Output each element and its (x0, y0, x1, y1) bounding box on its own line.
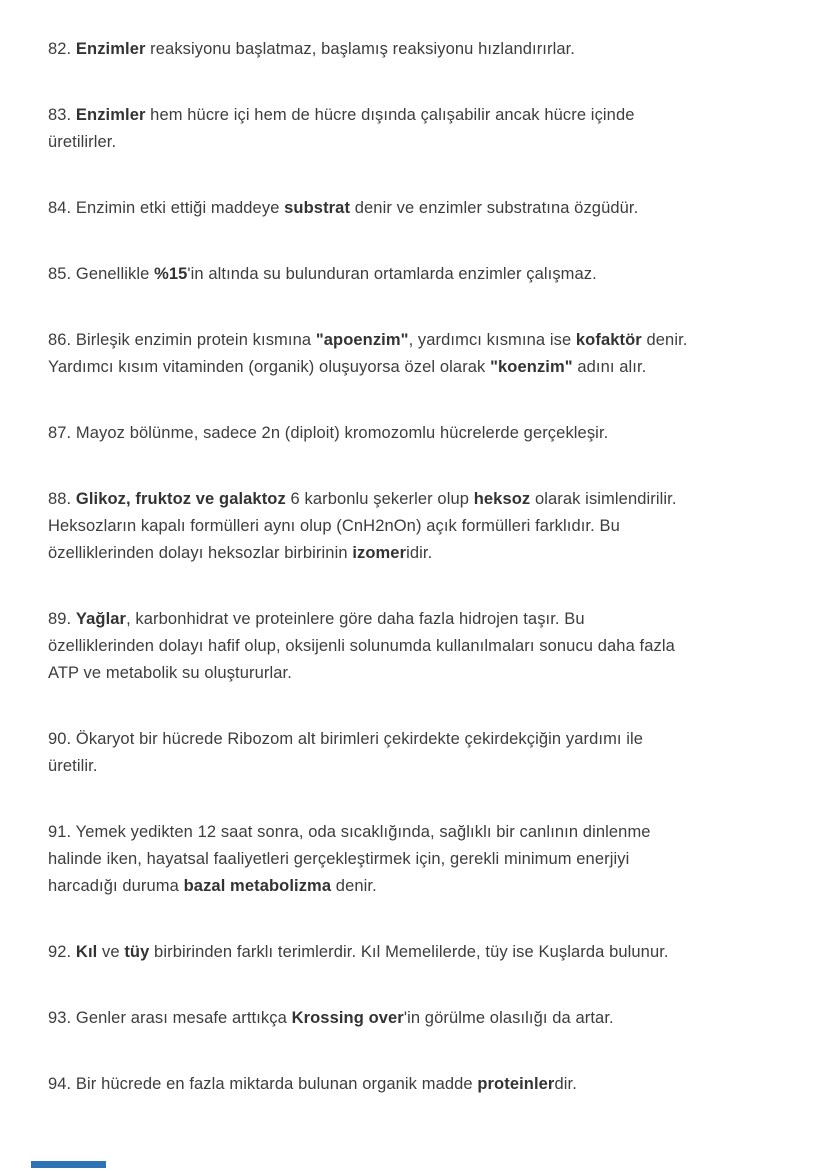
text-line: 85. Genellikle %15'in altında su bulunduran ortamlarda enzimler çalışmaz. (48, 265, 597, 283)
text-line: Heksozların kapalı formülleri aynı olup (CnH2nOn) açık formülleri farklıdır. Bu (48, 517, 620, 535)
text-line: üretilir. (48, 757, 98, 775)
text-line: 86. Birleşik enzimin protein kısmına "apoenzim", yardımcı kısmına ise kofaktör denir. (48, 331, 688, 349)
text-line: 88. Glikoz, fruktoz ve galaktoz 6 karbonlu şekerler olup heksoz olarak isimlendirilir. (48, 490, 677, 508)
text-line: 92. Kıl ve tüy birbirinden farklı terimlerdir. Kıl Memelilerde, tüy ise Kuşlarda bulunur. (48, 943, 669, 961)
fact-item-84 (48, 195, 788, 222)
text-line: 82. Enzimler reaksiyonu başlatmaz, başlamış reaksiyonu hızlandırırlar. (48, 40, 575, 58)
fact-item-93 (48, 1005, 788, 1032)
fact-item-92 (48, 939, 788, 966)
fact-item-90 (48, 726, 788, 780)
text-line: 89. Yağlar, karbonhidrat ve proteinlere göre daha fazla hidrojen taşır. Bu (48, 610, 585, 628)
fact-item-82 (48, 36, 788, 63)
text-line: 94. Bir hücrede en fazla miktarda bulunan organik madde proteinlerdir. (48, 1075, 577, 1093)
fact-item-83 (48, 102, 788, 156)
text-line: 93. Genler arası mesafe arttıkça Krossing over'in görülme olasılığı da artar. (48, 1009, 614, 1027)
text-line: üretilirler. (48, 133, 117, 151)
fact-item-89 (48, 606, 788, 687)
text-line: 90. Ökaryot bir hücrede Ribozom alt birimleri çekirdekte çekirdekçiğin yardımı ile (48, 730, 644, 748)
fact-item-87 (48, 420, 788, 447)
text-line: özelliklerinden dolayı hafif olup, oksijenli solunumda kullanılmaları sonucu daha fazla (48, 637, 675, 655)
fact-item-85 (48, 261, 788, 288)
fact-item-86 (48, 327, 788, 381)
fact-item-91 (48, 819, 788, 900)
fact-item-88 (48, 486, 788, 567)
text-line: 91. Yemek yedikten 12 saat sonra, oda sıcaklığında, sağlıklı bir canlının dinlenme (48, 823, 651, 841)
text-line: 83. Enzimler hem hücre içi hem de hücre dışında çalışabilir ancak hücre içinde (48, 106, 635, 124)
text-line: harcadığı duruma bazal metabolizma denir. (48, 877, 377, 895)
text-line: halinde iken, hayatsal faaliyetleri gerçekleştirmek için, gerekli minimum enerjiyi (48, 850, 630, 868)
fact-item-94 (48, 1071, 788, 1098)
footer-progress-bar (31, 1161, 106, 1168)
text-line: ATP ve metabolik su oluştururlar. (48, 664, 292, 682)
text-line: özelliklerinden dolayı heksozlar birbirinin izomeridir. (48, 544, 433, 562)
text-line: 84. Enzimin etki ettiği maddeye substrat denir ve enzimler substratına özgüdür. (48, 199, 639, 217)
text-line: Yardımcı kısım vitaminden (organik) oluşuyorsa özel olarak "koenzim" adını alır. (48, 358, 647, 376)
text-line: 87. Mayoz bölünme, sadece 2n (diploit) kromozomlu hücrelerde gerçekleşir. (48, 424, 609, 442)
